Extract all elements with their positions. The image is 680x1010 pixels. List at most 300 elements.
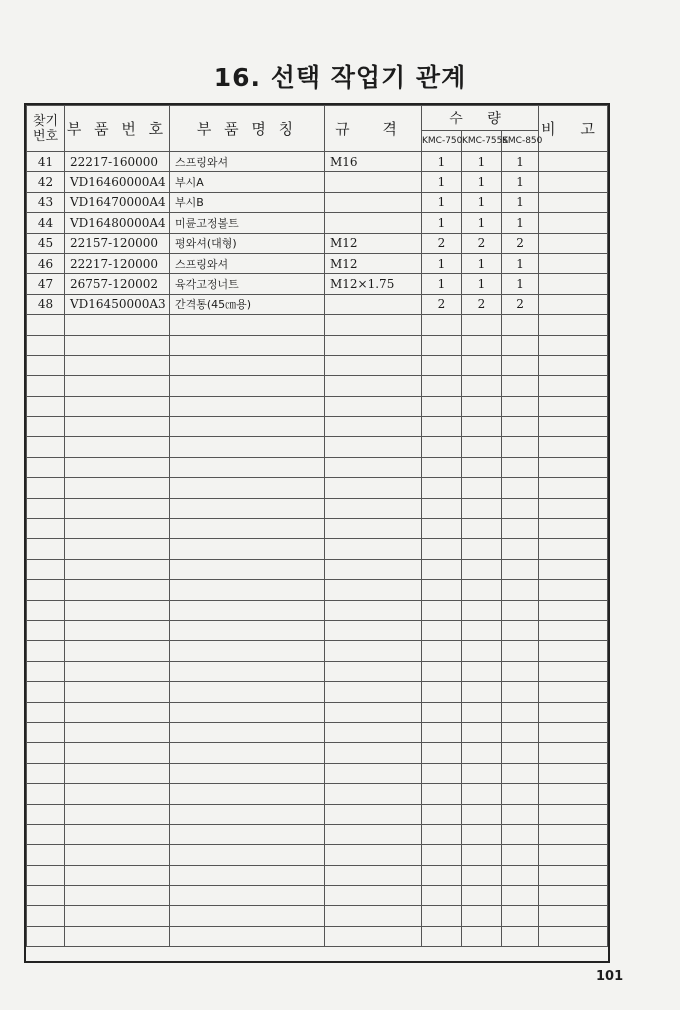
empty-cell (422, 845, 462, 865)
empty-cell (27, 580, 65, 600)
empty-cell (422, 417, 462, 437)
empty-cell (502, 804, 539, 824)
part-name-cell: 평와셔(대형) (170, 233, 325, 253)
empty-cell (502, 335, 539, 355)
empty-table-row (27, 519, 608, 539)
spec-cell (325, 294, 422, 314)
empty-cell (502, 396, 539, 416)
empty-cell (502, 926, 539, 946)
empty-cell (27, 376, 65, 396)
empty-cell (422, 376, 462, 396)
empty-cell (539, 661, 608, 681)
empty-table-row (27, 906, 608, 926)
empty-cell (27, 335, 65, 355)
empty-cell (325, 702, 422, 722)
empty-cell (170, 641, 325, 661)
empty-table-row (27, 926, 608, 946)
empty-cell (539, 743, 608, 763)
empty-cell (325, 886, 422, 906)
empty-cell (170, 620, 325, 640)
empty-cell (170, 824, 325, 844)
empty-cell (502, 315, 539, 335)
empty-cell (65, 478, 170, 498)
empty-cell (27, 620, 65, 640)
empty-table-row (27, 478, 608, 498)
empty-cell (422, 682, 462, 702)
part-number-cell: 22217-120000 (65, 253, 170, 273)
header-spec: 규 격 (325, 106, 422, 152)
empty-cell (422, 926, 462, 946)
qty-kmc850-cell: 1 (502, 253, 539, 273)
empty-cell (27, 865, 65, 885)
qty-kmc850-cell: 1 (502, 152, 539, 172)
empty-cell (462, 335, 502, 355)
empty-cell (65, 722, 170, 742)
qty-kmc755s-cell: 1 (462, 192, 502, 212)
empty-table-row (27, 376, 608, 396)
empty-cell (170, 376, 325, 396)
empty-cell (325, 926, 422, 946)
empty-cell (462, 886, 502, 906)
empty-cell (539, 498, 608, 518)
empty-cell (539, 335, 608, 355)
header-no: 찾기 번호 (27, 106, 65, 152)
empty-cell (65, 824, 170, 844)
empty-cell (422, 315, 462, 335)
empty-cell (539, 722, 608, 742)
empty-cell (502, 600, 539, 620)
remarks-cell (539, 274, 608, 294)
empty-cell (325, 437, 422, 457)
empty-cell (502, 580, 539, 600)
empty-cell (65, 457, 170, 477)
remarks-cell (539, 152, 608, 172)
empty-cell (170, 906, 325, 926)
empty-cell (422, 396, 462, 416)
qty-kmc850-cell: 1 (502, 172, 539, 192)
empty-cell (325, 478, 422, 498)
empty-table-row (27, 580, 608, 600)
empty-cell (502, 722, 539, 742)
empty-cell (462, 722, 502, 742)
empty-cell (422, 355, 462, 375)
parts-table-frame (24, 103, 610, 963)
empty-cell (325, 906, 422, 926)
empty-cell (422, 661, 462, 681)
empty-cell (462, 763, 502, 783)
empty-cell (170, 743, 325, 763)
empty-cell (27, 906, 65, 926)
qty-kmc750-cell: 2 (422, 233, 462, 253)
empty-cell (539, 926, 608, 946)
part-name-cell: 부시B (170, 192, 325, 212)
empty-cell (539, 580, 608, 600)
empty-cell (27, 315, 65, 335)
empty-cell (170, 682, 325, 702)
empty-cell (502, 661, 539, 681)
header-model-kmc750: KMC-750 (422, 131, 462, 152)
empty-cell (502, 437, 539, 457)
empty-cell (539, 519, 608, 539)
table-row (27, 152, 608, 172)
empty-cell (462, 355, 502, 375)
qty-kmc750-cell: 1 (422, 192, 462, 212)
empty-cell (170, 784, 325, 804)
empty-cell (65, 784, 170, 804)
empty-cell (170, 804, 325, 824)
table-row (27, 172, 608, 192)
empty-cell (170, 417, 325, 437)
empty-table-row (27, 457, 608, 477)
empty-cell (170, 396, 325, 416)
qty-kmc755s-cell: 2 (462, 294, 502, 314)
empty-cell (502, 457, 539, 477)
empty-cell (502, 417, 539, 437)
parts-table (26, 105, 608, 947)
empty-cell (462, 559, 502, 579)
part-number-cell: VD16480000A4 (65, 213, 170, 233)
empty-cell (422, 580, 462, 600)
spec-cell: M12 (325, 253, 422, 273)
spec-cell (325, 213, 422, 233)
empty-cell (502, 886, 539, 906)
empty-cell (422, 539, 462, 559)
empty-cell (325, 743, 422, 763)
empty-cell (462, 620, 502, 640)
empty-cell (65, 886, 170, 906)
empty-table-row (27, 722, 608, 742)
empty-cell (27, 784, 65, 804)
empty-table-row (27, 886, 608, 906)
empty-cell (539, 478, 608, 498)
empty-table-row (27, 845, 608, 865)
empty-cell (27, 824, 65, 844)
empty-cell (422, 498, 462, 518)
empty-cell (325, 682, 422, 702)
empty-cell (502, 682, 539, 702)
empty-cell (502, 620, 539, 640)
page-title: 16. 선택 작업기 관계 (213, 63, 467, 92)
empty-table-row (27, 417, 608, 437)
empty-cell (27, 478, 65, 498)
empty-cell (539, 824, 608, 844)
empty-cell (422, 457, 462, 477)
empty-cell (170, 335, 325, 355)
empty-cell (27, 702, 65, 722)
empty-cell (325, 559, 422, 579)
row-no-cell: 48 (27, 294, 65, 314)
empty-cell (65, 396, 170, 416)
row-no-cell: 43 (27, 192, 65, 212)
empty-cell (27, 641, 65, 661)
empty-cell (27, 457, 65, 477)
qty-kmc850-cell: 2 (502, 294, 539, 314)
empty-cell (325, 865, 422, 885)
qty-kmc750-cell: 1 (422, 274, 462, 294)
empty-cell (65, 702, 170, 722)
empty-cell (502, 702, 539, 722)
empty-cell (462, 661, 502, 681)
header-part-name: 부 품 명 칭 (170, 106, 325, 152)
empty-cell (502, 355, 539, 375)
empty-cell (502, 845, 539, 865)
empty-cell (539, 315, 608, 335)
empty-cell (422, 519, 462, 539)
header-quantity: 수 량 (422, 106, 539, 131)
empty-cell (65, 804, 170, 824)
qty-kmc755s-cell: 1 (462, 253, 502, 273)
empty-cell (27, 845, 65, 865)
empty-cell (65, 661, 170, 681)
empty-cell (325, 498, 422, 518)
empty-cell (502, 478, 539, 498)
empty-table-row (27, 804, 608, 824)
empty-table-row (27, 355, 608, 375)
empty-cell (27, 539, 65, 559)
qty-kmc750-cell: 1 (422, 253, 462, 273)
empty-cell (462, 498, 502, 518)
empty-cell (65, 315, 170, 335)
empty-cell (65, 437, 170, 457)
empty-cell (422, 702, 462, 722)
empty-cell (422, 437, 462, 457)
empty-cell (539, 355, 608, 375)
empty-cell (170, 722, 325, 742)
empty-cell (325, 457, 422, 477)
header-model-kmc850: KMC-850 (502, 131, 539, 152)
empty-cell (27, 722, 65, 742)
empty-cell (27, 437, 65, 457)
empty-cell (325, 600, 422, 620)
empty-cell (325, 641, 422, 661)
empty-cell (539, 865, 608, 885)
row-no-cell: 47 (27, 274, 65, 294)
empty-cell (27, 600, 65, 620)
empty-table-row (27, 396, 608, 416)
empty-cell (422, 865, 462, 885)
part-name-cell: 스프링와셔 (170, 253, 325, 273)
table-row (27, 274, 608, 294)
empty-cell (422, 784, 462, 804)
empty-cell (539, 457, 608, 477)
empty-cell (462, 376, 502, 396)
empty-cell (27, 396, 65, 416)
qty-kmc850-cell: 1 (502, 213, 539, 233)
empty-cell (170, 661, 325, 681)
empty-cell (170, 559, 325, 579)
empty-cell (65, 498, 170, 518)
empty-cell (65, 519, 170, 539)
spec-cell (325, 192, 422, 212)
empty-cell (65, 906, 170, 926)
empty-cell (422, 743, 462, 763)
empty-cell (422, 620, 462, 640)
empty-cell (462, 641, 502, 661)
empty-table-row (27, 498, 608, 518)
empty-cell (539, 682, 608, 702)
empty-cell (502, 784, 539, 804)
empty-cell (65, 580, 170, 600)
empty-cell (27, 559, 65, 579)
empty-cell (422, 335, 462, 355)
empty-cell (462, 926, 502, 946)
empty-table-row (27, 702, 608, 722)
empty-cell (462, 743, 502, 763)
empty-table-row (27, 824, 608, 844)
empty-cell (65, 763, 170, 783)
empty-cell (462, 865, 502, 885)
empty-cell (325, 661, 422, 681)
header-remarks: 비 고 (539, 106, 608, 152)
empty-table-row (27, 315, 608, 335)
part-number-cell: VD16450000A3 (65, 294, 170, 314)
empty-cell (502, 519, 539, 539)
empty-cell (325, 620, 422, 640)
empty-cell (27, 804, 65, 824)
row-no-cell: 41 (27, 152, 65, 172)
empty-table-row (27, 763, 608, 783)
empty-cell (539, 906, 608, 926)
remarks-cell (539, 192, 608, 212)
empty-cell (325, 804, 422, 824)
empty-cell (65, 355, 170, 375)
empty-cell (170, 845, 325, 865)
empty-cell (462, 682, 502, 702)
empty-cell (539, 641, 608, 661)
empty-cell (65, 845, 170, 865)
table-row (27, 192, 608, 212)
empty-cell (462, 804, 502, 824)
empty-cell (539, 784, 608, 804)
empty-cell (539, 559, 608, 579)
empty-table-row (27, 865, 608, 885)
empty-table-row (27, 600, 608, 620)
empty-cell (502, 498, 539, 518)
empty-cell (539, 886, 608, 906)
qty-kmc755s-cell: 1 (462, 274, 502, 294)
empty-cell (462, 784, 502, 804)
empty-cell (325, 355, 422, 375)
empty-cell (325, 784, 422, 804)
empty-cell (27, 743, 65, 763)
empty-cell (502, 539, 539, 559)
remarks-cell (539, 233, 608, 253)
part-number-cell: 26757-120002 (65, 274, 170, 294)
empty-cell (27, 661, 65, 681)
part-name-cell: 스프링와셔 (170, 152, 325, 172)
table-row (27, 233, 608, 253)
empty-cell (325, 519, 422, 539)
empty-cell (422, 478, 462, 498)
empty-table-row (27, 641, 608, 661)
empty-cell (27, 498, 65, 518)
empty-cell (462, 457, 502, 477)
qty-kmc755s-cell: 1 (462, 172, 502, 192)
empty-table-row (27, 335, 608, 355)
empty-cell (422, 559, 462, 579)
empty-cell (170, 702, 325, 722)
empty-table-row (27, 559, 608, 579)
header-part-number: 부 품 번 호 (65, 106, 170, 152)
page-number: 101 (596, 969, 624, 984)
part-number-cell: VD16470000A4 (65, 192, 170, 212)
empty-table-row (27, 437, 608, 457)
empty-cell (325, 396, 422, 416)
row-no-cell: 42 (27, 172, 65, 192)
remarks-cell (539, 253, 608, 273)
empty-cell (422, 600, 462, 620)
empty-cell (170, 315, 325, 335)
table-row (27, 294, 608, 314)
table-row (27, 213, 608, 233)
empty-cell (170, 478, 325, 498)
empty-cell (539, 376, 608, 396)
empty-cell (502, 865, 539, 885)
empty-cell (170, 498, 325, 518)
qty-kmc850-cell: 2 (502, 233, 539, 253)
empty-cell (65, 865, 170, 885)
empty-cell (462, 600, 502, 620)
empty-cell (325, 335, 422, 355)
empty-cell (170, 437, 325, 457)
empty-cell (170, 355, 325, 375)
row-no-cell: 46 (27, 253, 65, 273)
empty-cell (325, 417, 422, 437)
empty-table-row (27, 682, 608, 702)
empty-cell (27, 886, 65, 906)
qty-kmc850-cell: 1 (502, 192, 539, 212)
qty-kmc755s-cell: 1 (462, 152, 502, 172)
empty-cell (462, 580, 502, 600)
qty-kmc755s-cell: 1 (462, 213, 502, 233)
remarks-cell (539, 213, 608, 233)
row-no-cell: 44 (27, 213, 65, 233)
remarks-cell (539, 294, 608, 314)
spec-cell: M16 (325, 152, 422, 172)
empty-cell (462, 824, 502, 844)
qty-kmc755s-cell: 2 (462, 233, 502, 253)
empty-cell (422, 641, 462, 661)
empty-cell (539, 845, 608, 865)
empty-cell (170, 600, 325, 620)
part-name-cell: 미륜고정볼트 (170, 213, 325, 233)
empty-cell (462, 906, 502, 926)
empty-cell (539, 763, 608, 783)
part-number-cell: 22157-120000 (65, 233, 170, 253)
empty-cell (325, 376, 422, 396)
empty-cell (502, 906, 539, 926)
qty-kmc750-cell: 1 (422, 172, 462, 192)
empty-cell (462, 396, 502, 416)
empty-cell (539, 437, 608, 457)
empty-cell (65, 539, 170, 559)
empty-cell (502, 376, 539, 396)
part-number-cell: 22217-160000 (65, 152, 170, 172)
empty-cell (170, 865, 325, 885)
empty-table-row (27, 661, 608, 681)
empty-cell (325, 580, 422, 600)
empty-cell (27, 519, 65, 539)
empty-cell (65, 376, 170, 396)
empty-cell (502, 641, 539, 661)
empty-cell (462, 315, 502, 335)
empty-cell (539, 600, 608, 620)
empty-cell (170, 457, 325, 477)
empty-cell (65, 743, 170, 763)
header-row (27, 106, 608, 131)
empty-cell (27, 355, 65, 375)
part-name-cell: 부시A (170, 172, 325, 192)
